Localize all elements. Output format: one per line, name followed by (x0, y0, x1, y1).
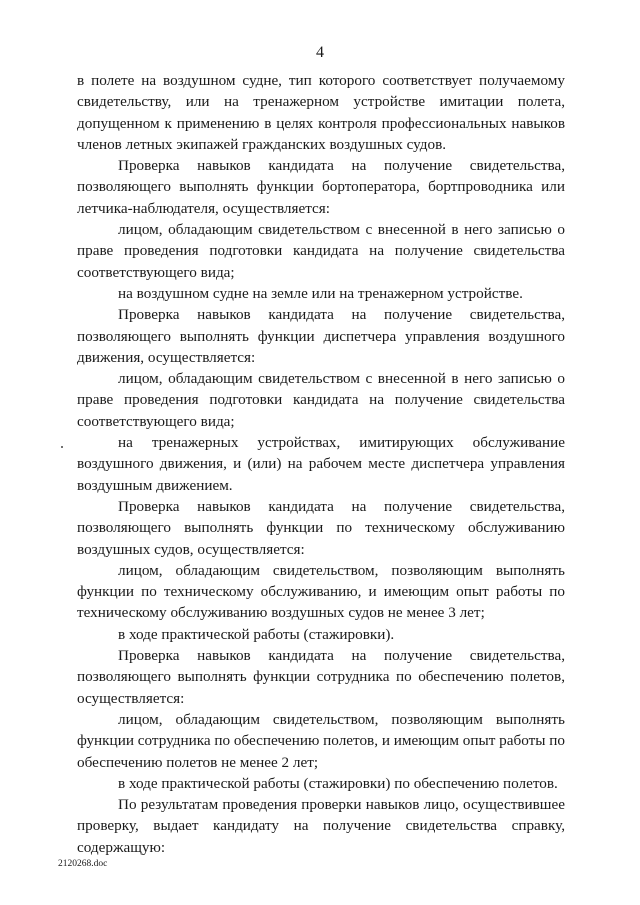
document-body (77, 70, 565, 858)
paragraph-1: в полете на воздушном судне, тип которого соответствует получаемому свидетельству, или на тренажерном устройстве имитации полета, допущенном к применению в целях контроля профессиональных навыков членов летных экипажей гражданских воздушных судов. (77, 72, 565, 153)
page-number: 4 (316, 44, 324, 61)
paragraph-4: на воздушном судне на земле или на тренажерном устройстве. (118, 284, 523, 302)
paragraph-9: лицом, обладающим свидетельством, позволяющим выполнять функции по техническому обслуживанию, и имеющим опыт работы по техническому обслуживанию воздушных судов не менее 3 лет; (77, 561, 565, 622)
paragraph-6: лицом, обладающим свидетельством с внесенной в него записью о праве проведения подготовки кандидата на получение свидетельства соответствующего вида; (77, 370, 565, 430)
paragraph-13: в ходе практической работы (стажировки) по обеспечению полетов. (118, 774, 558, 792)
paragraph-11: Проверка навыков кандидата на получение свидетельства, позволяющего выполнять функции сотрудника по обеспечению полетов, осуществляется: (77, 647, 565, 707)
paragraph-7: на тренажерных устройствах, имитирующих обслуживание воздушного движения, и (или) на рабочем месте диспетчера управления воздушным движением. (77, 434, 565, 494)
paragraph-3: лицом, обладающим свидетельством с внесенной в него записью о праве проведения подготовки кандидата на получение свидетельства соответствующего вида; (77, 221, 565, 281)
footer-filename: 2120268.doc (58, 859, 108, 869)
paragraph-14: По результатам проведения проверки навыков лицо, осуществившее проверку, выдает кандидату на получение свидетельства справку, содержащую: (77, 796, 565, 856)
paragraph-8: Проверка навыков кандидата на получение свидетельства, позволяющего выполнять функции по техническому обслуживанию воздушных судов, осуществляется: (77, 497, 565, 558)
paragraph-2: Проверка навыков кандидата на получение свидетельства, позволяющего выполнять функции бортоператора, бортпроводника или летчика-наблюдателя, осуществляется: (77, 157, 565, 217)
paragraph-12: лицом, обладающим свидетельством, позволяющим выполнять функции сотрудника по обеспечению полетов, и имеющим опыт работы по обеспечению полетов не менее 2 лет; (77, 710, 565, 771)
scan-speck (61, 446, 63, 448)
paragraph-10: в ходе практической работы (стажировки). (118, 625, 395, 643)
paragraph-5: Проверка навыков кандидата на получение свидетельства, позволяющего выполнять функции диспетчера управления воздушного движения, осуществляется: (77, 306, 565, 366)
